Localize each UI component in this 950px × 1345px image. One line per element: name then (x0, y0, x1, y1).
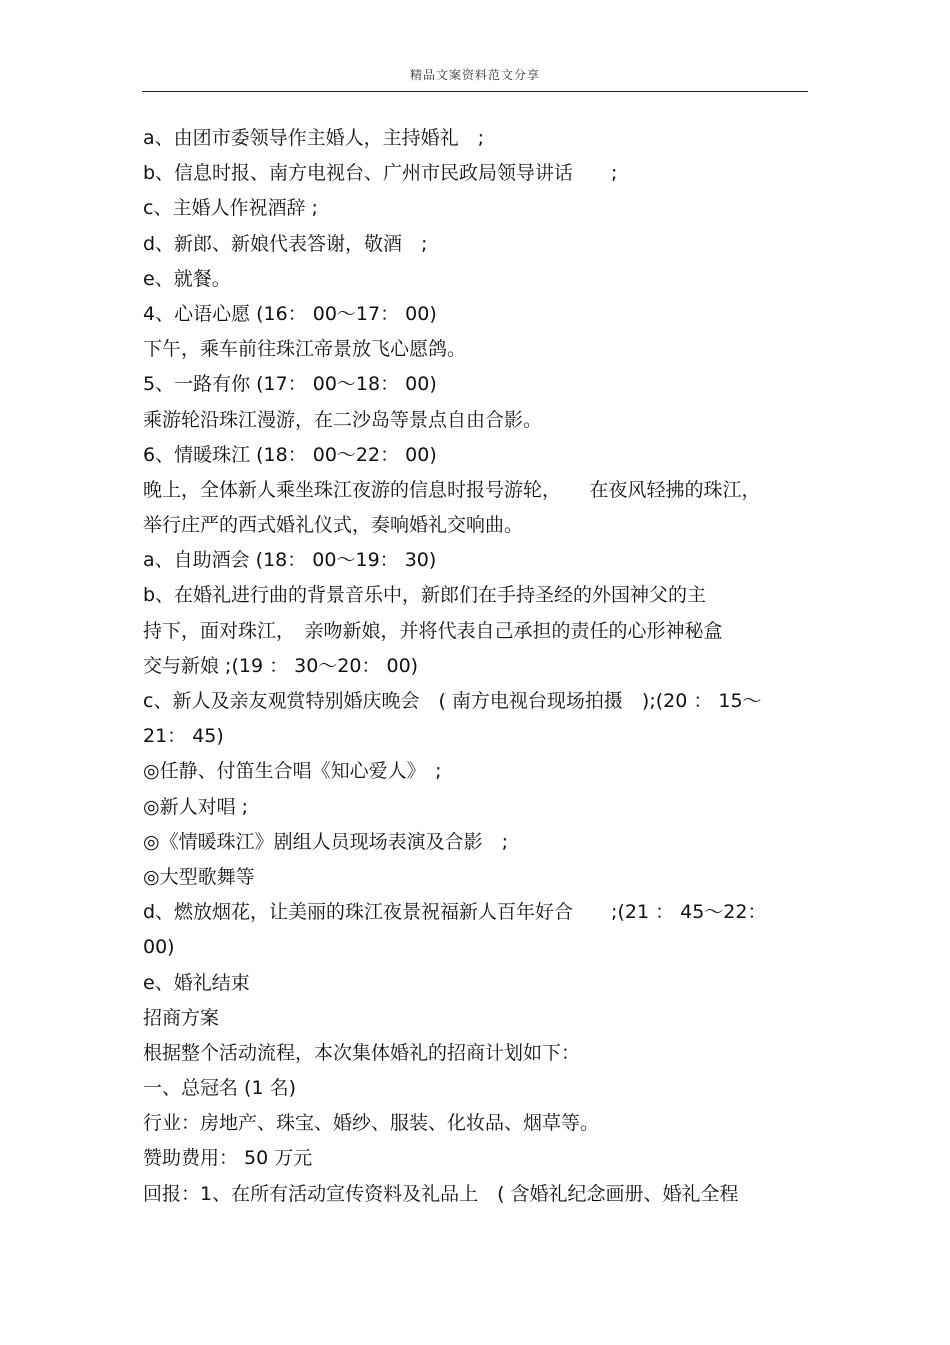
line-agenda-b-speeches: b、信息时报、南方电视台、广州市民政局领导讲话 ; (143, 162, 618, 185)
line-section-6-c-2: 21： 45) (143, 725, 224, 748)
line-agenda-a-officiant: a、由团市委领导作主婚人，主持婚礼 ; (143, 127, 485, 149)
line-program-item-2: ◎新人对唱 ; (143, 795, 249, 818)
line-title-sponsor-heading: 一、总冠名 (1 名) (143, 1077, 296, 1100)
line-title-sponsor-return: 回报：1、在所有活动宣传资料及礼品上 ( 含婚礼纪念画册、婚礼全程 (143, 1182, 739, 1205)
line-section-6-body-2: 举行庄严的西式婚礼仪式，奏响婚礼交响曲。 (143, 514, 524, 537)
line-title-sponsor-industry: 行业：房地产、珠宝、婚纱、服装、化妆品、烟草等。 (143, 1112, 600, 1135)
header-rule (142, 91, 808, 92)
line-section-6-b-1: b、在婚礼进行曲的背景音乐中，新郎们在手持圣经的外国神父的主 (143, 584, 707, 607)
line-section-5-body: 乘游轮沿珠江漫游，在二沙岛等景点自由合影。 (143, 408, 543, 431)
line-program-item-4: ◎大型歌舞等 (143, 865, 255, 888)
line-title-sponsor-fee: 赞助费用： 50 万元 (143, 1147, 313, 1170)
line-section-6-c-1: c、新人及亲友观赏特别婚庆晚会 ( 南方电视台现场拍摄 );(20 ： 15～ (143, 690, 762, 712)
line-agenda-d-thanks: d、新郎、新娘代表答谢，敬酒 ; (143, 232, 428, 255)
line-section-6-a: a、自助酒会 (18： 00～19： 30) (143, 549, 437, 572)
line-section-6-heading: 6、情暖珠江 (18： 00～22： 00) (143, 443, 437, 466)
line-section-4-body: 下午，乘车前往珠江帝景放飞心愿鸽。 (143, 338, 467, 361)
line-section-6-b-2: 持下，面对珠江， 亲吻新娘，并将代表自己承担的责任的心形神秘盒 (143, 619, 723, 642)
line-section-4-heading: 4、心语心愿 (16： 00～17： 00) (143, 302, 437, 325)
line-program-item-1: ◎任静、付笛生合唱《知心爱人》 ; (143, 760, 442, 783)
line-section-6-body-1: 晚上，全体新人乘坐珠江夜游的信息时报号游轮， 在夜风轻拂的珠江， (143, 478, 761, 501)
line-section-6-d-2: 00) (143, 936, 175, 959)
running-header: 精品文案资料范文分享 (409, 68, 540, 82)
line-sponsorship-intro: 根据整个活动流程，本次集体婚礼的招商计划如下： (143, 1041, 581, 1064)
line-agenda-e-dinner: e、就餐。 (143, 267, 231, 290)
body-text (143, 121, 808, 1212)
line-agenda-c-toast: c、主婚人作祝酒辞 ; (143, 197, 318, 220)
line-section-6-b-3: 交与新娘 ;(19 ： 30～20： 00) (143, 654, 419, 677)
line-section-6-e: e、婚礼结束 (143, 971, 250, 994)
line-section-6-d-1: d、燃放烟花，让美丽的珠江夜景祝福新人百年好合 ;(21 ： 45～22： (143, 901, 767, 924)
line-section-5-heading: 5、一路有你 (17： 00～18： 00) (143, 373, 437, 396)
line-sponsorship-heading: 招商方案 (143, 1006, 220, 1029)
line-program-item-3: ◎《情暖珠江》剧组人员现场表演及合影 ; (143, 830, 508, 853)
